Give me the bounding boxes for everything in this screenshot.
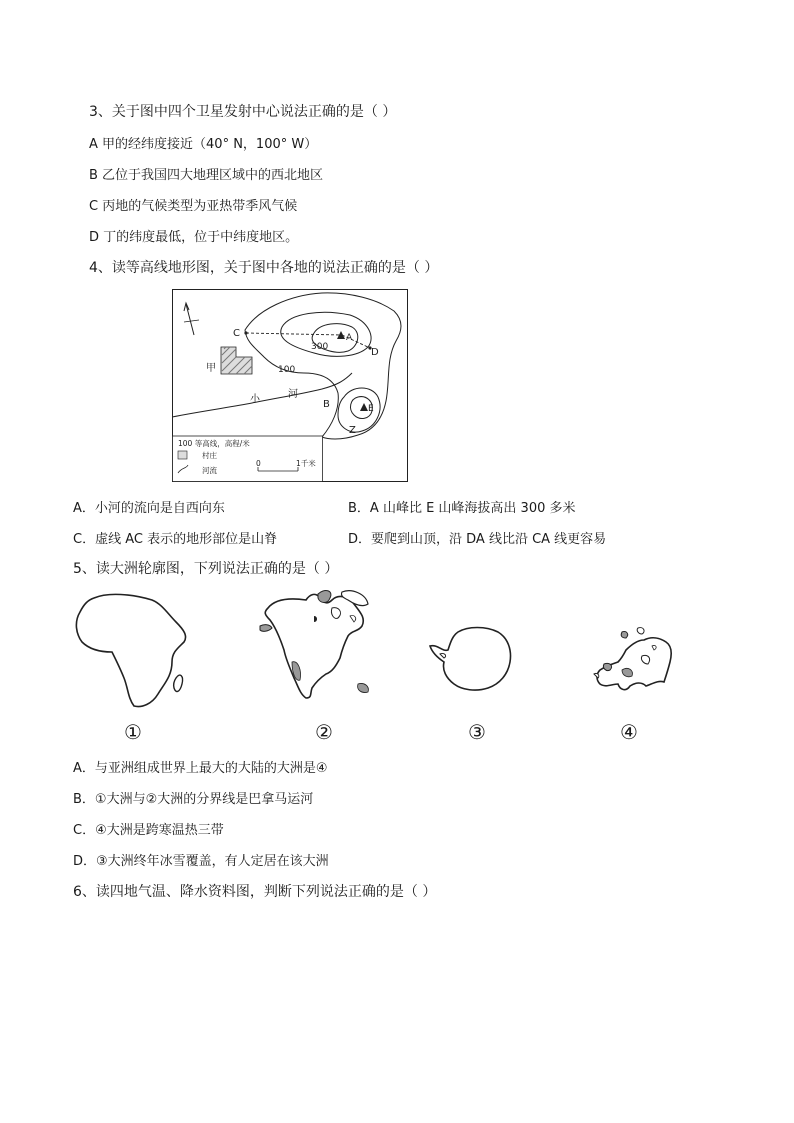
continent-label-2: ② xyxy=(315,720,333,744)
legend-contour: 100 等高线，高程/米 xyxy=(178,439,250,448)
map-label-river-2: 河 xyxy=(288,389,298,400)
q5-option-c: C．④大洲是跨寒温热三带 xyxy=(73,823,224,838)
continent-africa xyxy=(72,590,192,712)
q4-stem: 4、读等高线地形图，关于图中各地的说法正确的是（ ） xyxy=(89,260,439,276)
continent-europe xyxy=(592,626,674,698)
q4-option-a: A．小河的流向是自西向东 xyxy=(73,501,225,516)
q4-option-c: C．虚线 AC 表示的地形部位是山脊 xyxy=(73,532,278,547)
map-label-b: B xyxy=(323,399,330,410)
map-label-e: E xyxy=(368,404,374,414)
q5-stem: 5、读大洲轮廓图，下列说法正确的是（ ） xyxy=(73,561,339,577)
map-label-300: 300 xyxy=(311,342,329,352)
q5-option-d: D．③大洲终年冰雪覆盖，有人定居在该大洲 xyxy=(73,854,329,869)
scale-zero: 0 xyxy=(256,459,261,468)
q5-option-b: B．①大洲与②大洲的分界线是巴拿马运河 xyxy=(73,792,314,807)
scale-one: 1千米 xyxy=(296,459,316,468)
map-label-jia: 甲 xyxy=(206,363,216,374)
map-label-a: A xyxy=(346,333,353,343)
map-label-100: 100 xyxy=(278,365,296,375)
q5-option-a: A．与亚洲组成世界上最大的大陆的大洲是④ xyxy=(73,761,328,776)
q3-option-d: D 丁的纬度最低，位于中纬度地区。 xyxy=(89,230,299,245)
q3-option-b: B 乙位于我国四大地理区域中的西北地区 xyxy=(89,168,324,183)
q3-option-c: C 丙地的气候类型为亚热带季风气候 xyxy=(89,199,298,214)
q6-stem: 6、读四地气温、降水资料图，判断下列说法正确的是（ ） xyxy=(73,884,437,900)
continent-antarctica xyxy=(428,624,514,692)
continent-label-3: ③ xyxy=(468,720,486,744)
contour-map xyxy=(172,289,408,482)
continent-label-1: ① xyxy=(124,720,142,744)
continent-north-america xyxy=(258,586,382,712)
q4-option-d: D．要爬到山顶，沿 DA 线比沿 CA 线更容易 xyxy=(348,532,607,547)
q4-option-b: B．A 山峰比 E 山峰海拔高出 300 多米 xyxy=(348,501,576,516)
map-label-z: Z xyxy=(349,425,356,436)
legend-village-icon xyxy=(178,451,187,459)
map-label-d: D xyxy=(371,347,379,358)
map-label-river-1: 小 xyxy=(250,394,260,405)
legend-river: 河流 xyxy=(202,466,217,475)
q3-option-a: A 甲的经纬度接近（40° N，100° W） xyxy=(89,137,318,152)
map-label-c: C xyxy=(233,328,240,339)
q3-stem: 3、关于图中四个卫星发射中心说法正确的是（ ） xyxy=(89,104,397,120)
legend-village: 村庄 xyxy=(202,451,217,460)
continent-label-4: ④ xyxy=(620,720,638,744)
